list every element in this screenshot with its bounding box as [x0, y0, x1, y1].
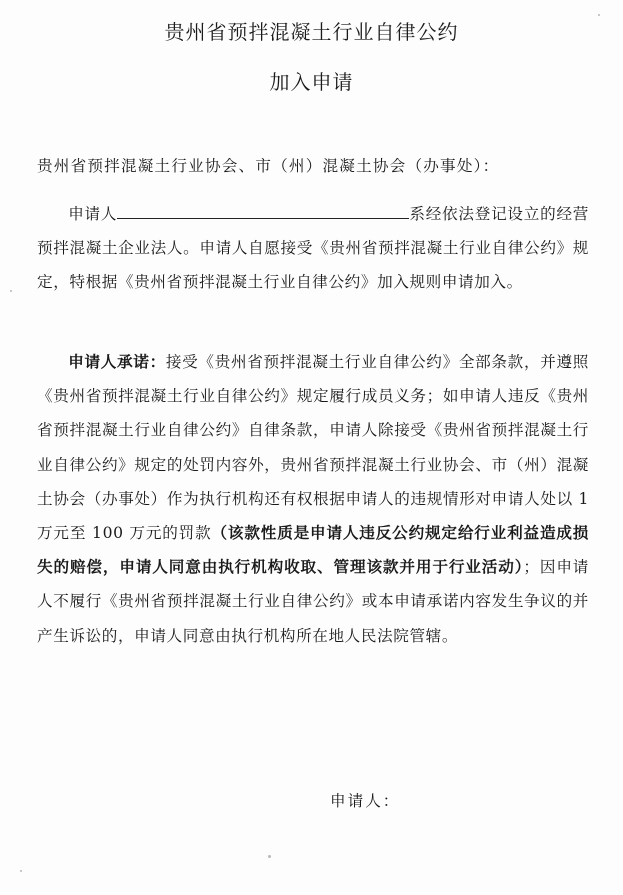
applicant-prefix: 申请人 — [68, 205, 118, 223]
scan-speck — [20, 870, 22, 872]
commitment-paragraph — [37, 345, 589, 653]
scan-speck — [598, 14, 600, 16]
commitment-text-part1: 接受《贵州省预拌混凝土行业自律公约》全部条款，并遵照《贵州省预拌混凝土行业自律公约》规定履行成员义务；如申请人违反《贵州省预拌混凝土行业自律公约》自律条款，申请人除接受《贵州省预拌混凝土行业自律公约》规定的处罚内容外，贵州省预拌混凝土行业协会、市（州）混凝土协会（办事处）作为执行机构还有权根据申请人的违规情形对申请人处以 1 万元至 100 万元的罚款 — [37, 353, 589, 543]
document-subtitle: 加入申请 — [269, 70, 354, 94]
commitment-lead: 申请人承诺： — [68, 353, 166, 371]
applicant-name-blank[interactable] — [117, 200, 409, 219]
document-title: 贵州省预拌混凝土行业自律公约 — [164, 20, 459, 44]
application-paragraph — [37, 197, 589, 300]
scan-speck — [268, 855, 271, 858]
scan-speck — [10, 290, 12, 292]
salutation: 贵州省预拌混凝土行业协会、市（州）混凝土协会（办事处）： — [37, 157, 500, 175]
application-text: 系经依法登记设立的经营预拌混凝土企业法人。申请人自愿接受《贵州省预拌混凝土行业自律公约》规定，特根据《贵州省预拌混凝土行业自律公约》加入规则申请加入。 — [37, 205, 589, 292]
commitment-text-part2: ；因申请人不履行《贵州省预拌混凝土行业自律公约》或本申请承诺内容发生争议的并产生诉讼的，申请人同意由执行机构所在地人民法院管辖。 — [37, 558, 590, 645]
commitment-bold-clause: （该款性质是申请人违反公约规定给行业利益造成损失的赔偿，申请人同意由执行机构收取、管理该款并用于行业活动） — [37, 524, 589, 577]
signature-label: 申请人： — [330, 792, 401, 810]
